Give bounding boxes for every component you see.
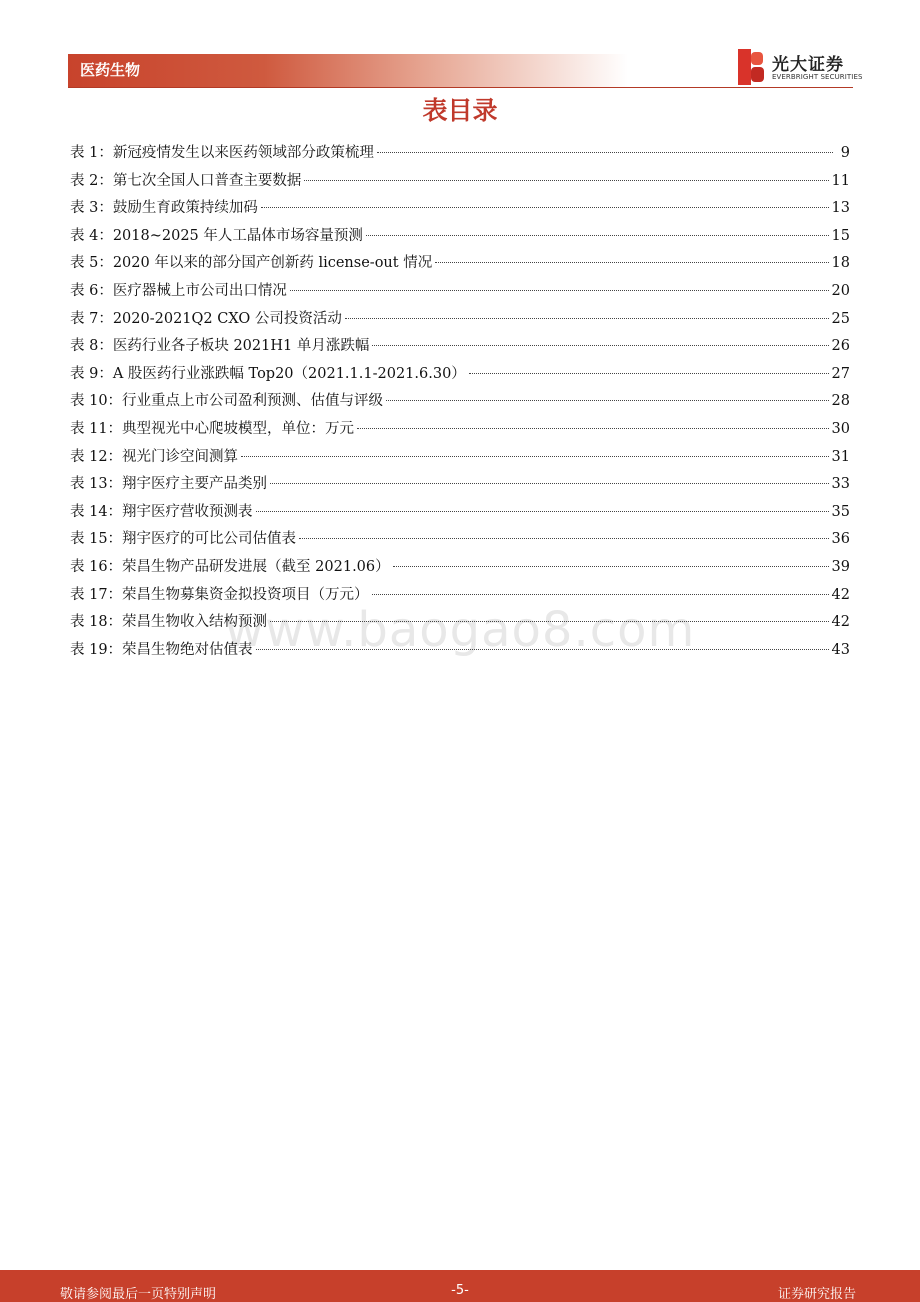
toc-dot-leader [290, 276, 829, 291]
toc-dot-leader [345, 304, 829, 319]
toc-entry-label: 表 1：新冠疫情发生以来医药领域部分政策梳理 [70, 145, 374, 161]
toc-entry-label: 表 9：A 股医药行业涨跌幅 Top20（2021.1.1-2021.6.30） [70, 365, 466, 382]
toc-entry-page: 42 [831, 614, 850, 631]
toc-entry-label: 表 3：鼓励生育政策持续加码 [70, 200, 258, 217]
toc-entry-page: 39 [831, 558, 850, 575]
toc-dot-leader [270, 469, 828, 484]
toc-entry[interactable] [70, 637, 850, 665]
toc-entry-page: 9 [840, 145, 850, 161]
section-label: 医药生物 [80, 61, 141, 79]
toc-entry[interactable] [70, 140, 850, 168]
toc-entry-page: 27 [831, 365, 850, 382]
toc-dot-leader [393, 552, 829, 567]
toc-entry[interactable] [70, 609, 850, 637]
toc-dot-leader [299, 524, 828, 539]
toc-entry-label: 表 5：2020 年以来的部分国产创新药 license-out 情况 [70, 255, 433, 272]
toc-entry-page: 11 [831, 172, 850, 189]
toc-dot-leader [435, 248, 828, 263]
toc-dot-leader [270, 607, 828, 622]
toc-entry-label: 表 14：翔宇医疗营收预测表 [70, 503, 253, 520]
toc-dot-leader [366, 221, 829, 236]
toc-entry[interactable] [70, 526, 850, 554]
header-rule [68, 87, 853, 88]
toc-entry-label: 表 10：行业重点上市公司盈利预测、估值与评级 [70, 393, 384, 410]
toc-dot-leader [357, 414, 828, 429]
toc-entry-page: 36 [831, 531, 850, 548]
toc-dot-leader [256, 497, 829, 512]
logo-english-name: EVERBRIGHT SECURITIES [772, 73, 863, 81]
everbright-logo-icon [736, 49, 766, 85]
toc-entry-label: 表 11：典型视光中心爬坡模型，单位：万元 [70, 420, 355, 437]
toc-entry-page: 42 [831, 586, 850, 603]
toc-dot-leader [261, 193, 829, 208]
toc-entry[interactable] [70, 278, 850, 306]
toc-entry-label: 表 12：视光门诊空间测算 [70, 448, 239, 465]
toc-entry[interactable] [70, 250, 850, 278]
toc-entry-label: 表 18：荣昌生物收入结构预测 [70, 614, 268, 631]
toc-entry-page: 18 [831, 255, 850, 272]
toc-entry-page: 31 [831, 448, 850, 465]
footer-bar [0, 1270, 920, 1302]
toc-entry[interactable] [70, 444, 850, 472]
toc-entry[interactable] [70, 471, 850, 499]
toc-entry[interactable] [70, 306, 850, 334]
toc-entry[interactable] [70, 388, 850, 416]
table-of-contents [70, 140, 850, 664]
toc-entry-page: 26 [831, 338, 850, 355]
toc-entry-label: 表 15：翔宇医疗的可比公司估值表 [70, 531, 297, 548]
brand-logo [736, 49, 863, 85]
toc-entry-label: 表 17：荣昌生物募集资金拟投资项目（万元） [70, 586, 369, 603]
toc-entry-page: 43 [831, 641, 850, 658]
toc-entry-label: 表 19：荣昌生物绝对估值表 [70, 641, 253, 658]
toc-entry-page: 13 [831, 200, 850, 217]
toc-entry[interactable] [70, 582, 850, 610]
toc-entry-page: 33 [831, 476, 850, 493]
toc-entry[interactable] [70, 333, 850, 361]
toc-entry-label: 表 2：第七次全国人口普查主要数据 [70, 172, 302, 189]
footer-page-number: -5- [451, 1283, 469, 1298]
toc-entry-page: 25 [831, 310, 850, 327]
toc-entry-page: 35 [831, 503, 850, 520]
toc-entry-label: 表 8：医药行业各子板块 2021H1 单月涨跌幅 [70, 338, 370, 355]
toc-dot-leader [372, 331, 828, 346]
toc-entry-label: 表 13：翔宇医疗主要产品类别 [70, 476, 268, 493]
toc-entry[interactable] [70, 361, 850, 389]
footer-disclaimer: 敬请参阅最后一页特别声明 [60, 1287, 217, 1302]
toc-dot-leader [386, 386, 828, 401]
toc-dot-leader [377, 138, 833, 153]
logo-chinese-name: 光大证券 [772, 55, 844, 75]
watermark: www.baogao8.com [224, 602, 696, 658]
toc-dot-leader [469, 359, 829, 374]
footer-report-type: 证券研究报告 [777, 1287, 856, 1302]
toc-entry-label: 表 16：荣昌生物产品研发进展（截至 2021.06） [70, 558, 390, 575]
toc-dot-leader [304, 166, 828, 181]
toc-entry-page: 30 [831, 420, 850, 437]
toc-entry[interactable] [70, 195, 850, 223]
toc-entry[interactable] [70, 223, 850, 251]
toc-dot-leader [372, 580, 829, 595]
toc-entry-label: 表 4：2018~2025 年人工晶体市场容量预测 [70, 227, 363, 244]
toc-entry-page: 20 [831, 282, 850, 299]
page-title: 表目录 [422, 96, 498, 125]
header-band [68, 54, 628, 87]
toc-entry-label: 表 7：2020-2021Q2 CXO 公司投资活动 [70, 310, 342, 327]
toc-entry-page: 28 [831, 393, 850, 410]
toc-entry-label: 表 6：医疗器械上市公司出口情况 [70, 282, 287, 299]
toc-entry[interactable] [70, 499, 850, 527]
toc-entry-page: 15 [831, 227, 850, 244]
toc-entry[interactable] [70, 554, 850, 582]
toc-dot-leader [256, 635, 829, 650]
toc-entry[interactable] [70, 416, 850, 444]
toc-dot-leader [241, 442, 828, 457]
toc-entry[interactable] [70, 168, 850, 196]
